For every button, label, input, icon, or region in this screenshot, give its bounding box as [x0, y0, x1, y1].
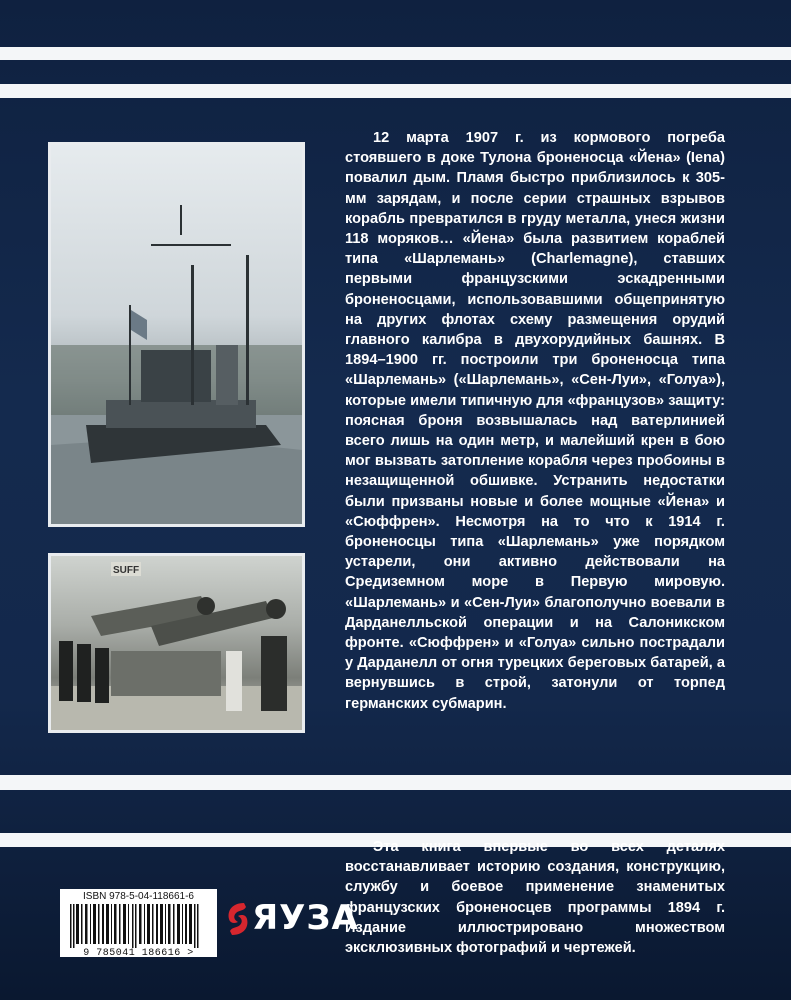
publisher-logo-icon [224, 899, 252, 939]
book-summary: Эта книга впервые во всех деталях восстанавливает историю создания, конструкцию, службу и боевое применение знаменитых французских броненосцев программы 1894 г. Издание иллюстрировано множеством эксклюзивных фотографий и чертежей. [345, 839, 725, 957]
barcode-icon [66, 904, 211, 948]
bottom-stripe-1 [0, 775, 791, 790]
top-stripe-1 [0, 47, 791, 60]
ship-lettering: SUFF [113, 565, 140, 576]
main-description: 12 марта 1907 г. из кормового погреба стоявшего в доке Тулона броненосца «Йена» (Iena) повалил дым. Пламя быстро приблизилось к 305-мм зарядам, и после серии страшных взрывов корабль превратился в груду металла, унеся жизни 118 моряков… «Йена» была развитием кораблей типа «Шарлемань» (Charlemagne), ставших первыми французскими эскадренными броненосцами, использовавшими общепринятую на других флотах схему размещения орудий главного калибра в двухорудийных башнях. В 1894–1900 гг. построили три броненосца типа «Шарлемань» («Шарлемань», «Сен-Луи», «Голуа»), которые имели типичную для «французов» защиту: поясная броня возвышалась над ватерлинией всего лишь на один метр, и малейший крен в бою мог вызвать затопление корабля через пробоины в незащищенной обшивке. Устранить недостатки были призваны новые и более мощные «Йена» и «Сюффрен». Несмотря на то что к 1914 г. броненосцы типа «Шарлемань» уже порядком устарели, они активно действовали на Средиземном море в Первую мировую. «Шарлемань» и «Сен-Луи» благополучно воевали в Дарданелльской операции и на Салоникском фронте. «Сюффрен» и «Голуа» сильно пострадали у Дарданелл от огня турецких береговых батарей, а вернувшись в строй, затонули от торпед германских субмарин. [345, 130, 725, 712]
turret-crew-photo [48, 553, 305, 733]
publisher-name: ЯУЗА [252, 898, 359, 938]
barcode-box [60, 889, 217, 957]
barcode-digits: 9 785041 186616 > [83, 948, 194, 959]
isbn-label: ISBN 978-5-04-118661-6 [83, 891, 194, 902]
publisher-logo [224, 895, 359, 945]
top-stripe-2 [0, 84, 791, 98]
battleship-photo [48, 142, 305, 527]
